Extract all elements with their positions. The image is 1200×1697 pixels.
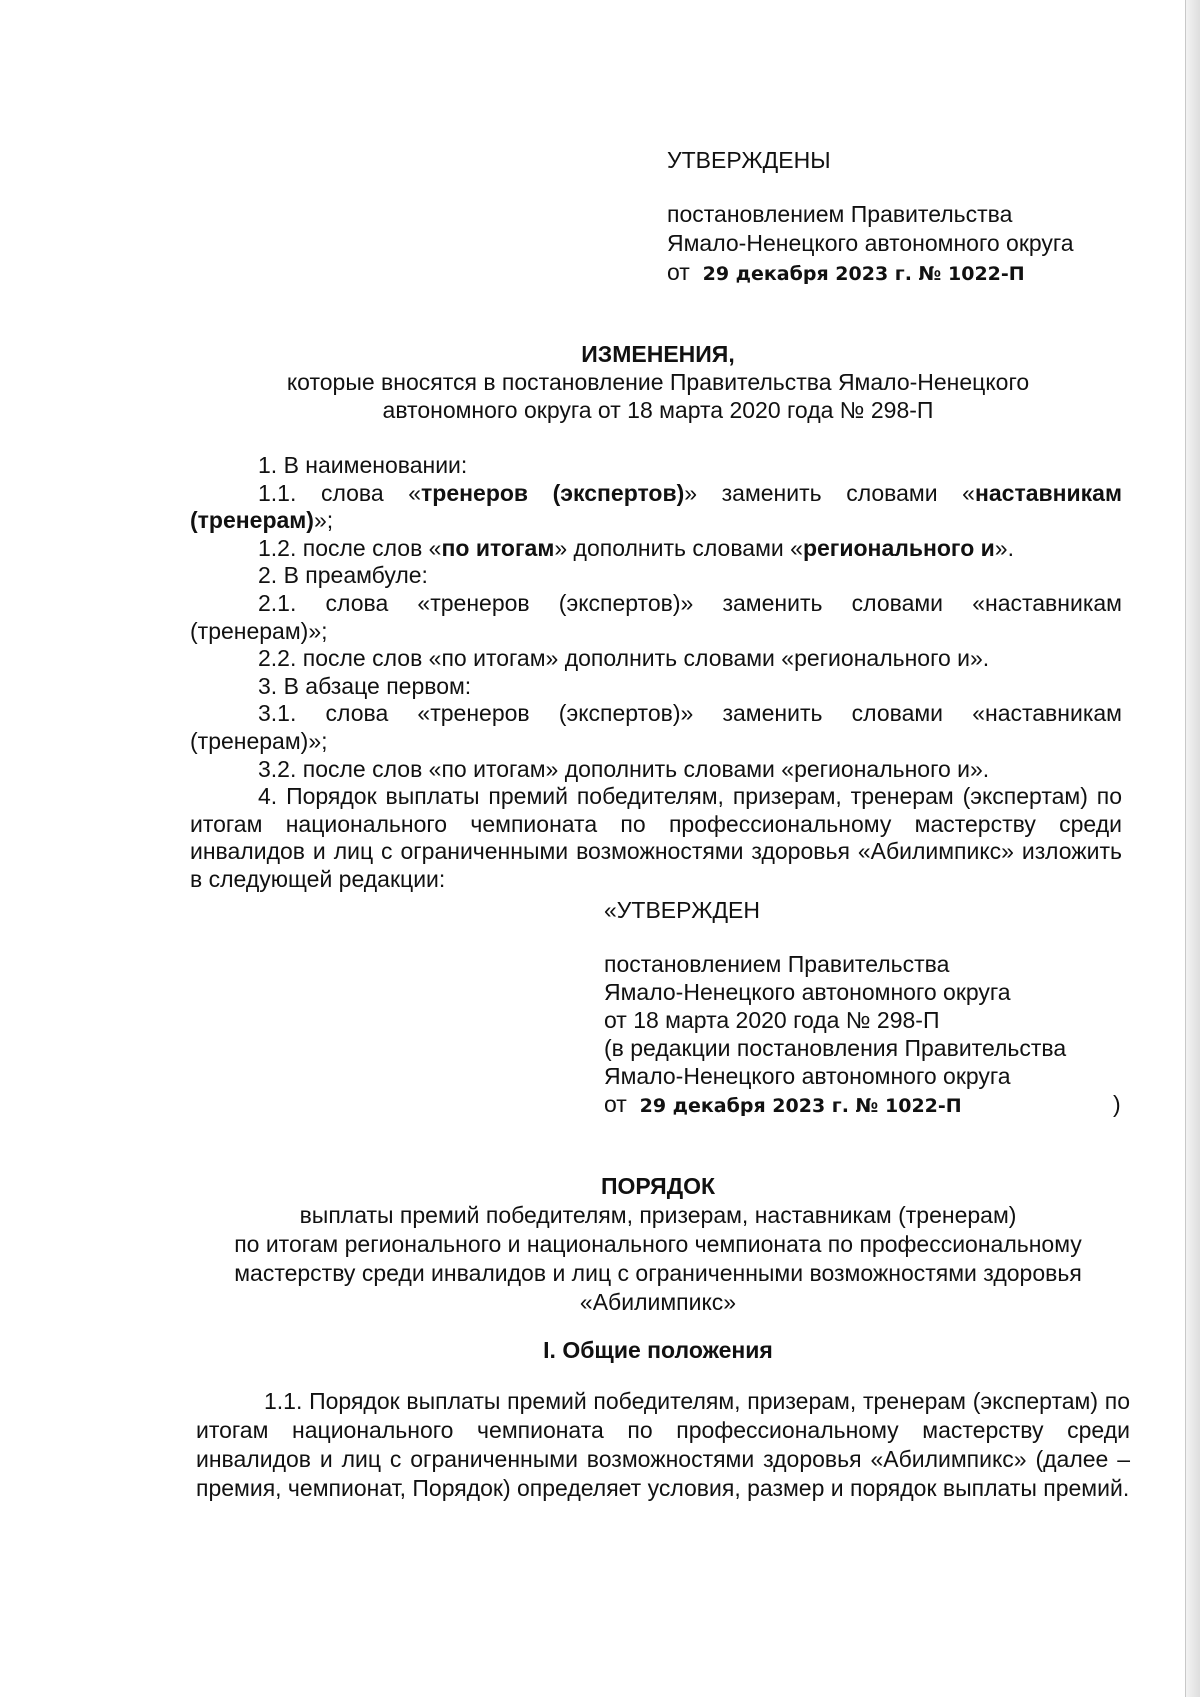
order-heading [190,1172,1126,1317]
inner-approval-close [1113,1090,1121,1118]
changes-subtitle-2: автономного округа от 18 марта 2020 года № 298-П [382,397,934,423]
section-paragraph [196,1387,1130,1503]
inner-approval-date: 29 декабря 2023 г. № 1022-П [639,1095,962,1117]
item-3-1: 3.1. слова «тренеров (экспертов)» заменить словами «наставникам (тренерам)»; [190,700,1122,754]
approval-date: 29 декабря 2023 г. № 1022-П [702,263,1025,285]
inner-approval-date-line [604,1090,1066,1120]
section-p1: 1.1. Порядок выплаты премий победителям, призерам, тренерам (экспертам) по итогам национального чемпионата по профессиональному мастерству среди инвалидов и лиц с ограниченными возможностями здоровья «Абилимпикс» (далее – премия, чемпионат, Порядок) определяет условия, размер и порядок выплаты премий. [196,1388,1130,1501]
item-2-1: 2.1. слова «тренеров (экспертов)» заменить словами «наставникам (тренерам)»; [190,589,1122,644]
changes-list [190,452,1122,894]
approval-line-2: Ямало-Ненецкого автономного округа [667,230,1074,256]
item-3: 3. В абзаце первом: [258,672,472,699]
inner-approval-line-2: Ямало-Ненецкого автономного округа [604,979,1011,1005]
approval-title: УТВЕРЖДЕНЫ [667,147,831,173]
section-heading [190,1336,1126,1364]
order-subtitle-4: «Абилимпикс» [579,1289,737,1315]
item-1-1: 1.1. слова «тренеров (экспертов)» заменить словами «наставникам (тренерам)»; [190,479,1122,534]
changes-subtitle-1: которые вносятся в постановление Правительства Ямало-Ненецкого [286,369,1030,395]
section-title: I. Общие положения [543,1337,773,1363]
approval-from: от [667,259,690,285]
changes-title: ИЗМЕНЕНИЯ, [581,341,735,367]
inner-approval-line-1: постановлением Правительства [604,951,950,977]
order-subtitle-1: выплаты премий победителям, призерам, наставникам (тренерам) [299,1202,1017,1228]
inner-approval-details [604,950,1066,1120]
page-edge [1185,0,1200,1697]
order-title: ПОРЯДОК [600,1173,716,1199]
inner-approval-block [604,896,760,924]
item-3-2: 3.2. после слов «по итогам» дополнить словами «регионального и». [258,755,990,782]
item-1: 1. В наименовании: [258,452,468,478]
order-subtitle-2: по итогам регионального и национального чемпионата по профессиональному [234,1231,1082,1257]
approval-block [667,146,831,174]
approval-date-line [667,258,1074,289]
item-2: 2. В преамбуле: [258,562,428,589]
inner-approval-from: от [604,1091,627,1117]
item-2-2: 2.2. после слов «по итогам» дополнить словами «регионального и». [258,645,990,672]
item-1-2: 1.2. после слов «по итогам» дополнить словами «регионального и». [258,534,1014,561]
inner-approval-title: «УТВЕРЖДЕН [604,897,760,923]
inner-approval-line-3: от 18 марта 2020 года № 298-П [604,1007,940,1033]
order-subtitle-3: мастерству среди инвалидов и лиц с ограниченными возможностями здоровья [234,1260,1082,1286]
inner-approval-line-5: Ямало-Ненецкого автономного округа [604,1063,1011,1089]
inner-approval-line-4: (в редакции постановления Правительства [604,1035,1067,1061]
item-4: 4. Порядок выплаты премий победителям, призерам, тренерам (экспертам) по итогам национального чемпионата по профессиональному мастерству среди инвалидов и лиц с ограниченными возможностями здоровья «Абилимпикс» изложить в следующей редакции: [190,783,1122,892]
approval-details [667,200,1074,289]
changes-heading [190,340,1126,424]
approval-line-1: постановлением Правительства [667,201,1013,227]
closing-paren: ) [1113,1091,1121,1117]
